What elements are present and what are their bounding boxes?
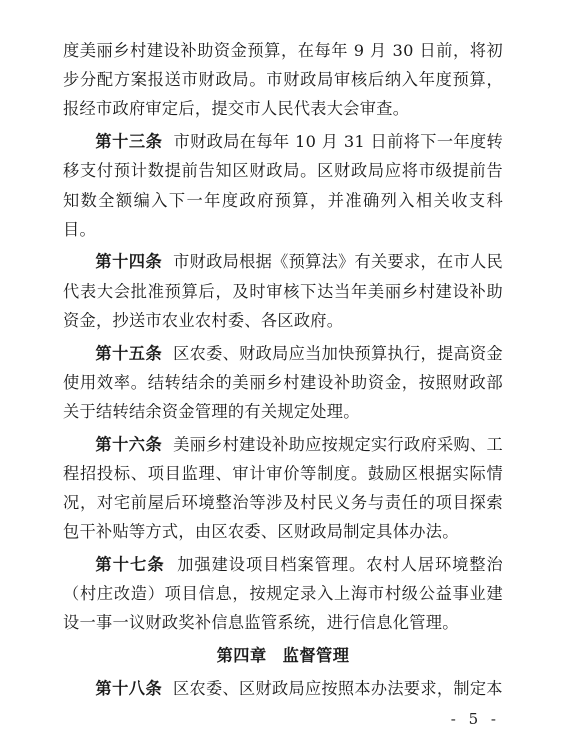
article-14 (63, 247, 503, 335)
article-13 (63, 127, 503, 244)
article-text: 市财政局根据《预算法》有关要求，在市人民代表大会批准预算后，及时审核下达当年美丽乡村建设补助资金，抄送市农业农村委、各区政府。 (63, 252, 504, 330)
article-label: 第十四条 (95, 252, 163, 272)
article-label: 第十三条 (95, 132, 163, 152)
article-17 (63, 550, 503, 638)
article-text: 市财政局在每年 10 月 31 日前将下一年度转移支付预计数提前告知区财政局。区财政局应将市级提前告知数全额编入下一年度政府预算，并准确列入相关收支科目。 (63, 132, 504, 239)
article-label: 第十八条 (95, 678, 163, 698)
chapter-number: 第四章 (216, 646, 267, 666)
paragraph-continued (63, 36, 503, 124)
article-18 (63, 674, 503, 703)
article-16 (63, 430, 503, 547)
article-text: 加强建设项目档案管理。农村人居环境整治（村庄改造）项目信息，按规定录入上海市村级公益事业建设一事一议财政奖补信息监管系统，进行信息化管理。 (63, 554, 503, 633)
article-15 (63, 339, 503, 427)
chapter-title: 监督管理 (282, 646, 350, 666)
article-text: 美丽乡村建设补助应按规定实行政府采购、工程招投标、项目监理、审计审价等制度。鼓励区根据实际情况，对宅前屋后环境整治等涉及村民义务与责任的项目探索包干补贴等方式，由区农委、区财政局制定具体办法。 (63, 434, 504, 542)
article-label: 第十五条 (95, 343, 163, 363)
article-label: 第十六条 (95, 434, 163, 454)
chapter-heading (63, 641, 503, 670)
article-text: 区农委、财政局应当加快预算执行，提高资金使用效率。结转结余的美丽乡村建设补助资金，按照财政部关于结转结余资金管理的有关规定处理。 (63, 343, 504, 421)
page-number: - 5 - (450, 710, 500, 728)
article-label: 第十七条 (95, 554, 165, 574)
document-body (63, 36, 503, 706)
article-text: 区农委、区财政局应按照本办法要求，制定本 (173, 678, 503, 698)
paragraph-text: 度美丽乡村建设补助资金预算，在每年 9 月 30 日前，将初步分配方案报送市财政局。市财政局审核后纳入年度预算，报经市政府审定后，提交市人民代表大会审查。 (63, 41, 503, 119)
